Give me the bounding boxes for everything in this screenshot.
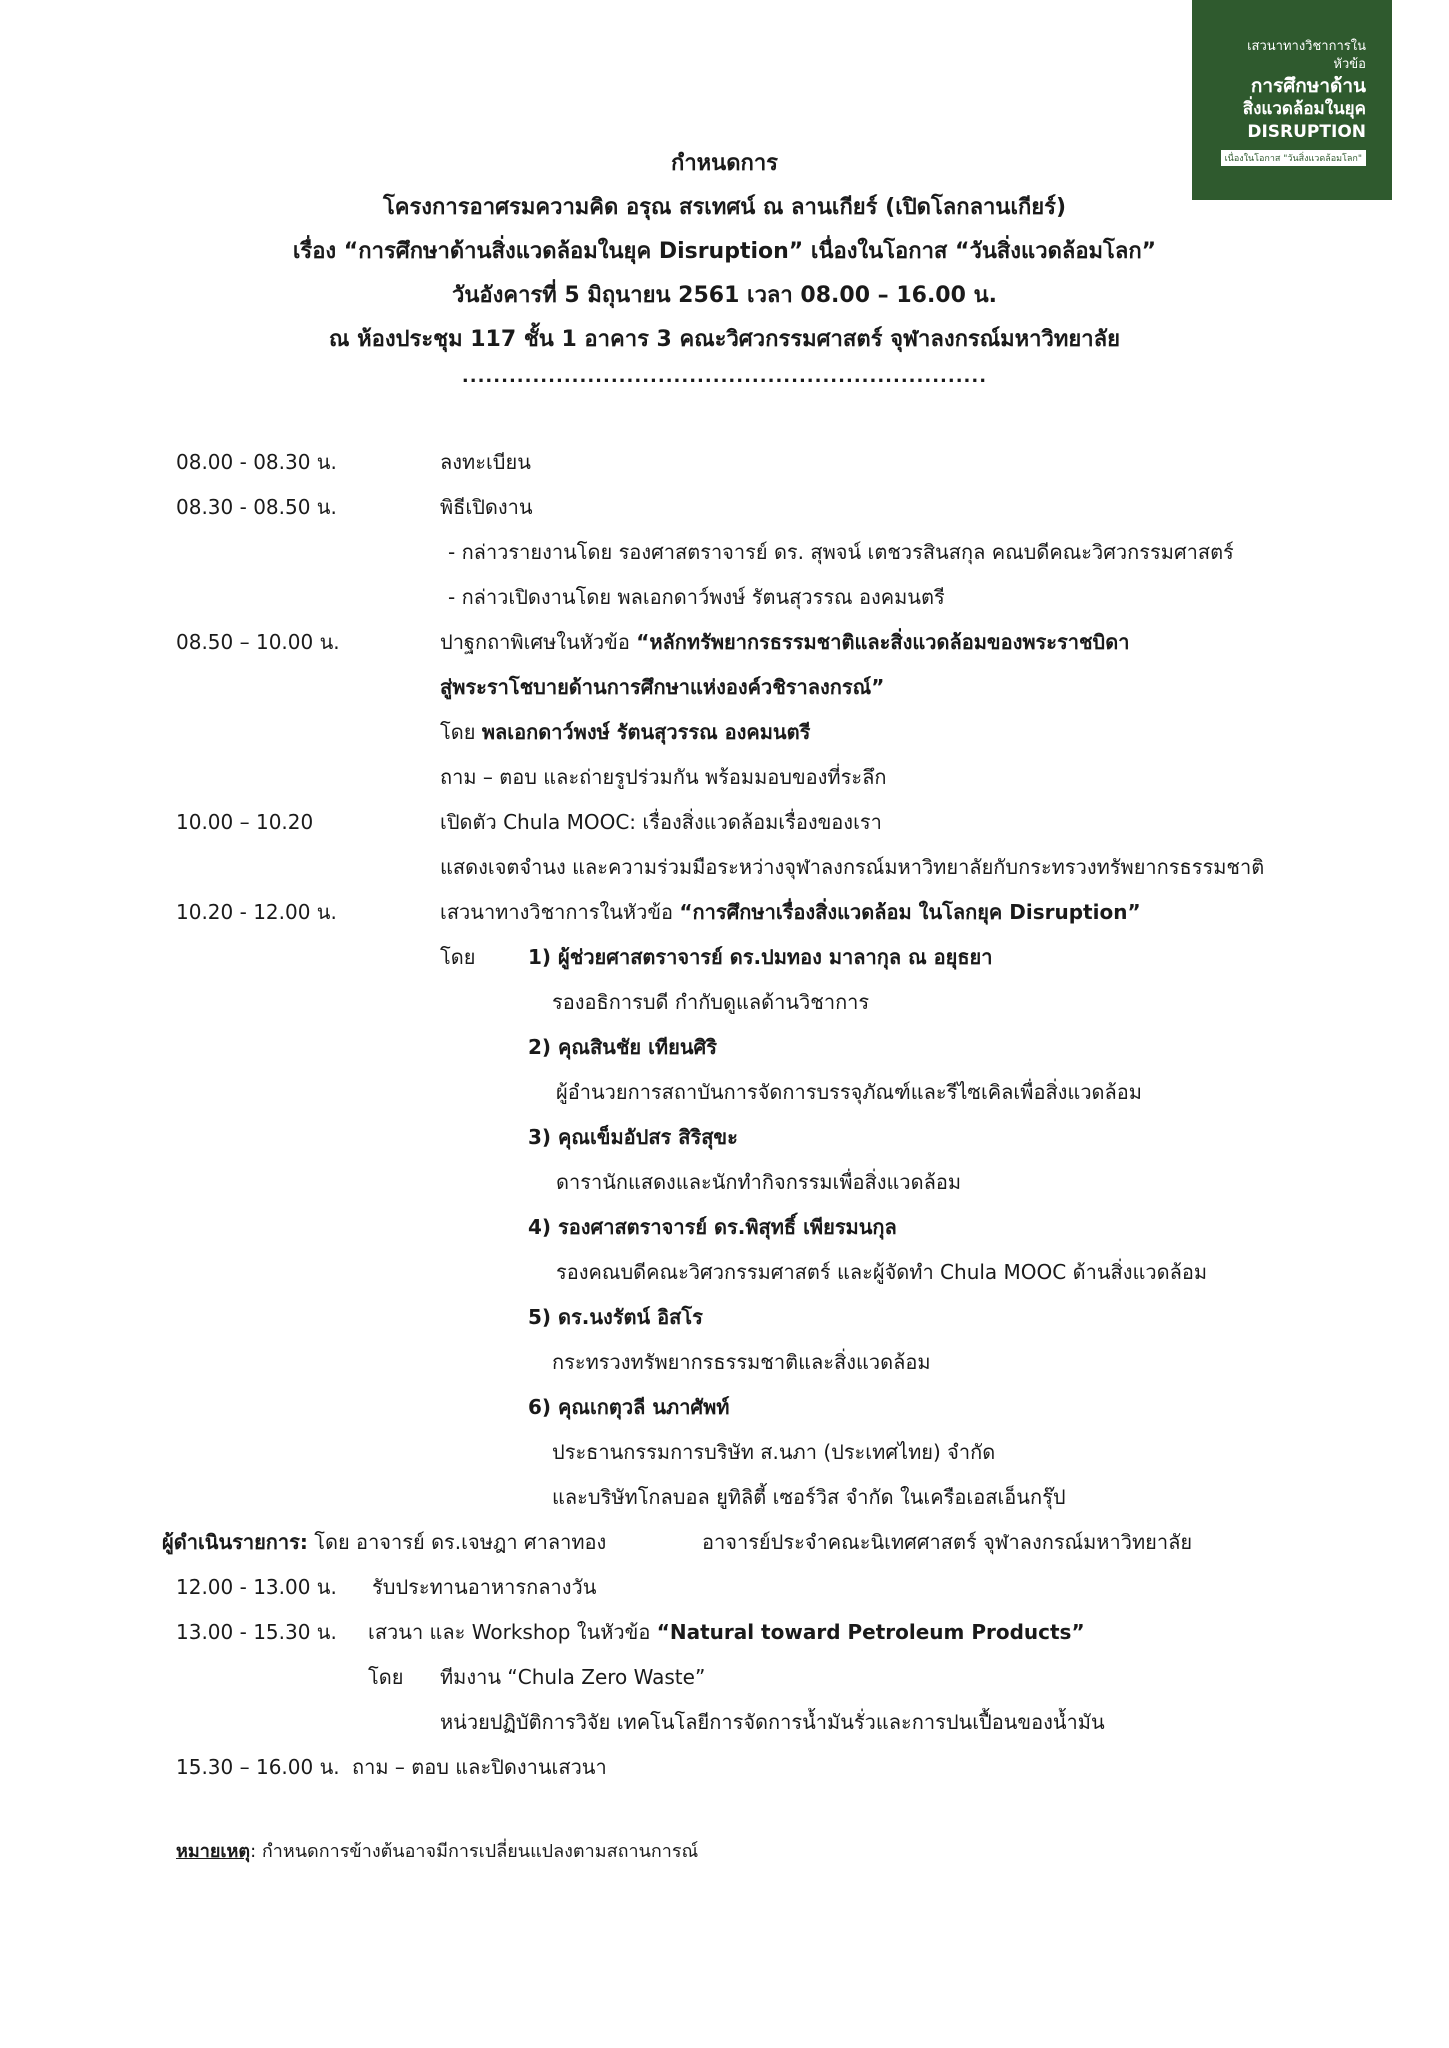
moderator-line [162,1528,606,1556]
date-line: วันอังคารที่ 5 มิถุนายน 2561 เวลา 08.00 – 16.00 น. [452,283,997,308]
panelist-role: ดารานักแสดงและนักทำกิจกรรมเพื่อสิ่งแวดล้อม [556,1170,962,1194]
schedule-time: 13.00 - 15.30 น. [176,1620,337,1644]
schedule-item: ลงทะเบียน [440,450,531,474]
workshop-team: ทีมงาน “Chula Zero Waste” [440,1665,706,1689]
panelist-role: รองอธิการบดี กำกับดูแลด้านวิชาการ [552,990,870,1014]
workshop-title: “Natural toward Petroleum Products” [656,1620,1085,1644]
logo-line-3: สิ่งแวดล้อมในยุค [1242,99,1366,119]
footnote-label: หมายเหตุ [176,1841,251,1862]
footnote-text: : กำหนดการข้างต้นอาจมีการเปลี่ยนแปลงตามสถานการณ์ [250,1841,699,1862]
schedule-item: พิธีเปิดงาน [440,495,533,519]
schedule-time: 12.00 - 13.00 น. [176,1575,337,1599]
topic-line: เรื่อง “การศึกษาด้านสิ่งแวดล้อมในยุค Disruption” เนื่องในโอกาส “วันสิ่งแวดล้อมโลก” [292,239,1157,264]
moderator-name: โดย อาจารย์ ดร.เจษฎา ศาลาทอง [307,1530,607,1554]
schedule-subitem: - กล่าวรายงานโดย รองศาสตราจารย์ ดร. สุพจน์ เตชวรสินสกุล คณบดีคณะวิศวกรรมศาสตร์ [448,540,1234,564]
moderator-role: อาจารย์ประจำคณะนิเทศศาสตร์ จุฬาลงกรณ์มหาวิทยาลัย [702,1530,1193,1554]
keynote-title: “หลักทรัพยากรธรรมชาติและสิ่งแวดล้อมของพระราชบิดา [636,630,1130,654]
schedule-time: 08.00 - 08.30 น. [176,450,337,474]
speaker-name: พลเอกดาว์พงษ์ รัตนสุวรรณ องคมนตรี [481,720,811,744]
logo-line-1: เสวนาทางวิชาการในหัวข้อ [1247,39,1366,72]
panelist-role: ผู้อำนวยการสถาบันการจัดการบรรจุภัณฑ์และรีไซเคิลเพื่อสิ่งแวดล้อม [556,1080,1142,1104]
speaker-prefix: โดย [440,720,482,744]
schedule-item [440,898,1141,926]
document-header [0,142,1449,392]
panelist-role: และบริษัทโกลบอล ยูทิลิตี้ เซอร์วิส จำกัด ในเครือเอสเอ็นกรุ๊ป [552,1485,1066,1509]
schedule-time: 08.30 - 08.50 น. [176,495,337,519]
schedule-time: 08.50 – 10.00 น. [176,630,340,654]
logo-line-4: DISRUPTION [1247,122,1366,142]
project-name: โครงการอาศรมความคิด อรุณ สรเทศน์ ณ ลานเกียร์ (เปิดโลกลานเกียร์) [382,195,1067,220]
panelist-name: 2) คุณสินชัย เทียนศิริ [528,1035,717,1059]
schedule-item: ถาม – ตอบ และถ่ายรูปร่วมกัน พร้อมมอบของที่ระลึก [440,765,887,789]
panelist-name: 5) ดร.นงรัตน์ อิสโร [528,1305,703,1329]
panelist-role: ประธานกรรมการบริษัท ส.นภา (ประเทศไทย) จำกัด [552,1440,996,1464]
schedule-time: 15.30 – 16.00 น. [176,1755,340,1779]
workshop-unit: หน่วยปฏิบัติการวิจัย เทคโนโลยีการจัดการน้ำมันรั่วและการปนเปื้อนของน้ำมัน [440,1710,1105,1734]
schedule-item: แสดงเจตจำนง และความร่วมมือระหว่างจุฬาลงกรณ์มหาวิทยาลัยกับกระทรวงทรัพยากรธรรมชาติ [440,855,1265,879]
workshop-by: โดย [368,1665,404,1689]
schedule-item-text: เสวนา และ Workshop ในหัวข้อ [368,1620,657,1644]
schedule-item: ถาม – ตอบ และปิดงานเสวนา [352,1755,607,1779]
schedule-item [368,1618,1085,1646]
panelist-name: 3) คุณเข็มอัปสร สิริสุขะ [528,1125,738,1149]
panelist-role: รองคณบดีคณะวิศวกรรมศาสตร์ และผู้จัดทำ Chula MOOC ด้านสิ่งแวดล้อม [556,1260,1208,1284]
panelist-role: กระทรวงทรัพยากรธรรมชาติและสิ่งแวดล้อม [552,1350,931,1374]
schedule-item: รับประทานอาหารกลางวัน [372,1575,597,1599]
moderator-label: ผู้ดำเนินรายการ: [162,1530,308,1554]
schedule-time: 10.00 – 10.20 [176,810,314,834]
schedule-time: 10.20 - 12.00 น. [176,900,337,924]
page-title: กำหนดการ [671,151,778,176]
venue-line: ณ ห้องประชุม 117 ชั้น 1 อาคาร 3 คณะวิศวกรรมศาสตร์ จุฬาลงกรณ์มหาวิทยาลัย [329,327,1120,352]
schedule-subitem: - กล่าวเปิดงานโดย พลเอกดาว์พงษ์ รัตนสุวรรณ องคมนตรี [448,585,945,609]
panel-title: “การศึกษาเรื่องสิ่งแวดล้อม ในโลกยุค Disruption” [679,900,1141,924]
panel-by: โดย [440,945,476,969]
logo-line-2: การศึกษาด้าน [1250,75,1366,97]
panelist-name: 1) ผู้ช่วยศาสตราจารย์ ดร.ปมทอง มาลากุล ณ อยุธยา [528,945,993,969]
panelist-name: 4) รองศาสตราจารย์ ดร.พิสุทธิ์ เพียรมนกุล [528,1215,897,1239]
keynote-title-cont: สู่พระราโชบายด้านการศึกษาแห่งองค์วชิราลงกรณ์” [440,675,885,699]
schedule-item-text: ปาฐกถาพิเศษในหัวข้อ [440,630,637,654]
footnote [176,1838,698,1866]
schedule-item [440,628,1129,656]
panelist-name: 6) คุณเกตุวลี นภาศัพท์ [528,1395,730,1419]
logo-tag: เนื่องในโอกาส "วันสิ่งแวดล้อมโลก" [1221,150,1366,166]
schedule-item: เปิดตัว Chula MOOC: เรื่องสิ่งแวดล้อมเรื่องของเรา [440,810,882,834]
schedule-item-text: เสวนาทางวิชาการในหัวข้อ [440,900,680,924]
divider-dots: ................................................................... [461,366,988,387]
keynote-speaker [440,718,810,746]
